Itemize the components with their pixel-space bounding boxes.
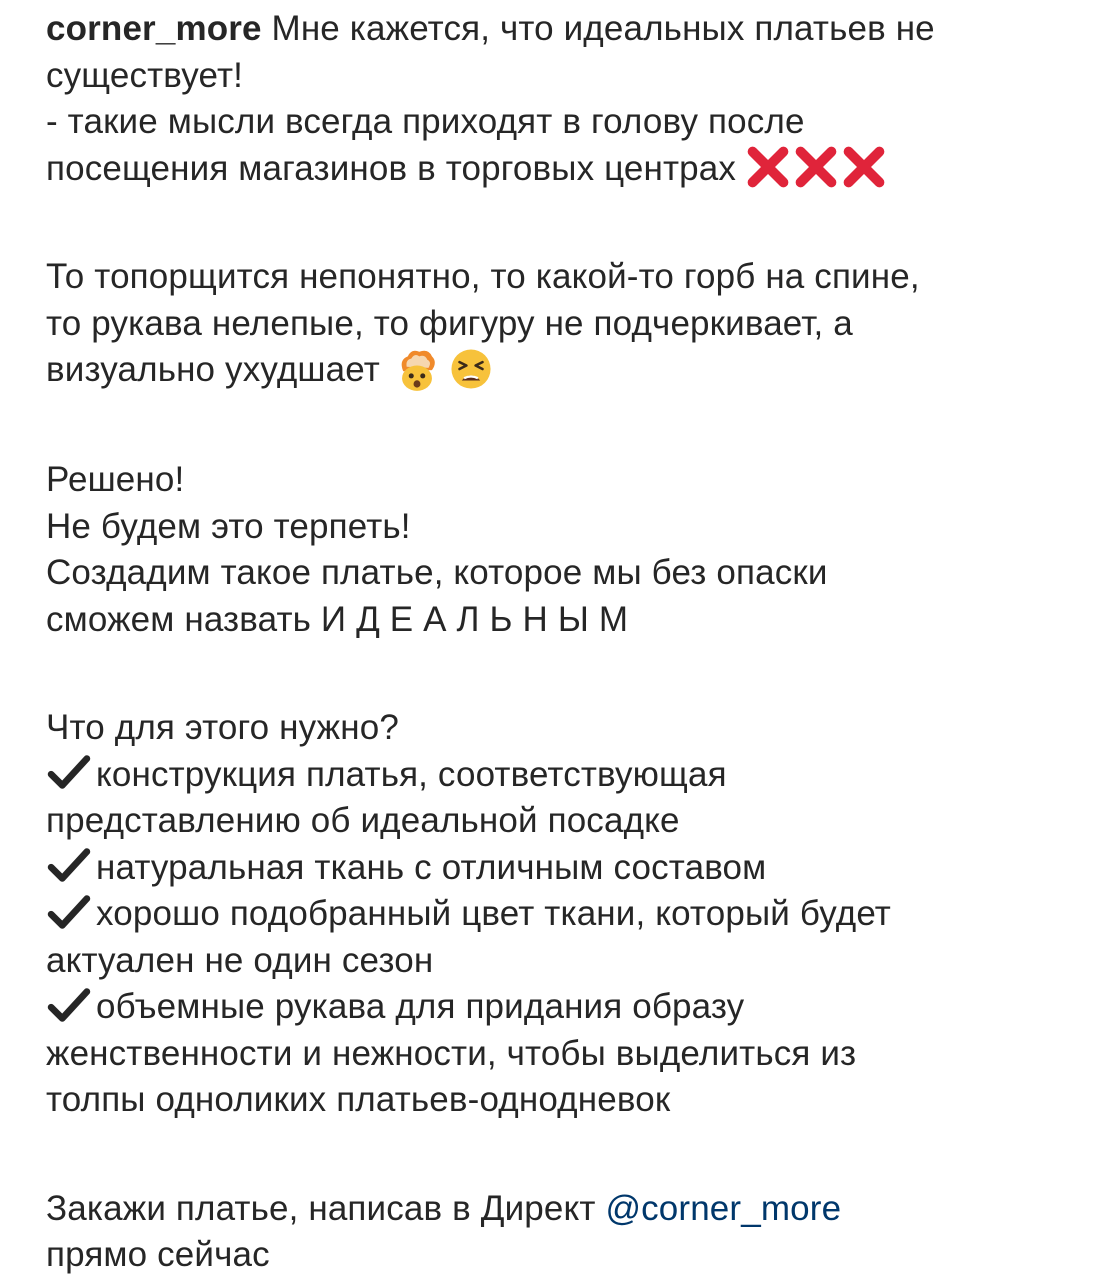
paragraph-gap [46, 643, 1086, 705]
caption-text: Закажи платье, написав в Директ [46, 1188, 596, 1228]
checklist-text: хорошо подобранный цвет ткани, который будет [96, 894, 891, 933]
author-username-link[interactable]: corner_more [46, 9, 262, 48]
mention-link[interactable]: @corner_more [605, 1188, 842, 1228]
cross-mark-icon [746, 145, 790, 189]
checklist-item-continuation: женственности и нежности, чтобы выделиться из [46, 1033, 857, 1073]
tired-face-icon [448, 346, 494, 392]
caption-line [46, 1186, 1086, 1233]
caption-line: Не будем это терпеть! [46, 506, 411, 546]
checklist-item [46, 984, 1086, 1031]
heavy-check-mark-icon [46, 846, 92, 884]
cross-mark-icon [794, 145, 838, 189]
exploding-head-icon [394, 346, 440, 392]
caption-line: Что для этого нужно? [46, 708, 399, 747]
checklist-item-continuation: представлению об идеальной посадке [46, 801, 680, 840]
checklist-item-continuation: актуален не один сезон [46, 940, 434, 980]
heavy-check-mark-icon [46, 893, 92, 931]
caption-line: Решено! [46, 460, 185, 499]
paragraph-gap [46, 1124, 1086, 1186]
caption-line [46, 146, 1086, 193]
caption-text: Мне кажется, что идеальных платьев не [271, 9, 935, 48]
caption-line: прямо сейчас [46, 1235, 270, 1274]
paragraph-gap [46, 395, 1086, 457]
caption-line: - такие мысли всегда приходят в голову после [46, 102, 805, 141]
checklist-item [46, 752, 1086, 799]
checklist-text: объемные рукава для придания образу [96, 987, 745, 1026]
caption-line [46, 347, 1086, 395]
caption-text: визуально ухудшает [46, 350, 380, 390]
caption-line [46, 6, 1086, 53]
checklist-item [46, 891, 1086, 938]
heavy-check-mark-icon [46, 753, 92, 791]
caption-line: существует! [46, 55, 244, 95]
post-caption [46, 6, 1086, 1279]
caption-line: то рукава нелепые, то фигуру не подчеркивает, а [46, 303, 853, 343]
checklist-text: натуральная ткань с отличным составом [96, 847, 767, 887]
checklist-item-continuation: толпы одноликих платьев-однодневок [46, 1080, 671, 1119]
checklist-text: конструкция платья, соответствующая [96, 754, 727, 794]
caption-line: Создадим такое платье, которое мы без опаски [46, 553, 828, 592]
heavy-check-mark-icon [46, 986, 92, 1024]
checklist-item [46, 845, 1086, 892]
caption-line: То топорщится непонятно, то какой-то горб на спине, [46, 257, 920, 297]
cross-mark-icon [842, 145, 886, 189]
paragraph-gap [46, 192, 1086, 254]
caption-text: посещения магазинов в торговых центрах [46, 148, 737, 188]
caption-line: сможем назвать И Д Е А Л Ь Н Ы М [46, 599, 629, 639]
